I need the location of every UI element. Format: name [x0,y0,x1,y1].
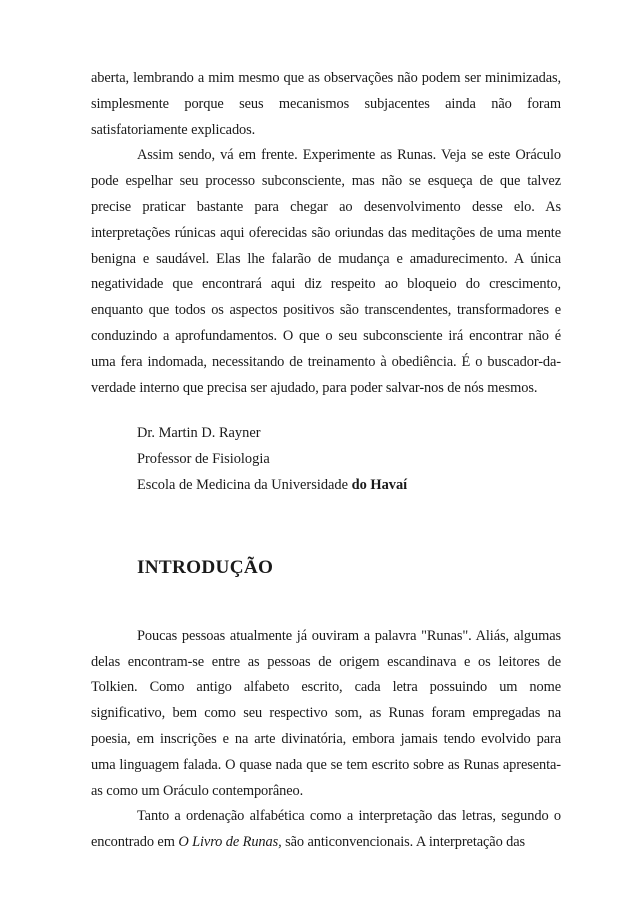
paragraph-intro-2-end: são anticonvencionais. A interpretação das [281,834,526,851]
paragraph-continuation: aberta, lembrando a mim mesmo que as observações não podem ser minimizadas, simplesmente porque seus mecanismos subjacentes ainda não foram satisfatoriamente explicados. [91,70,561,138]
book-title: O Livro de Runas, [178,834,282,851]
signature-title: Professor de Fisiologia [137,451,270,468]
signature-institution-prefix: Escola de Medicina da Universidade [137,476,352,493]
paragraph-intro-1: Poucas pessoas atualmente já ouviram a palavra "Runas". Aliás, algumas delas encontram-se entre as pessoas de origem escandinava e os leitores de Tolkien. Como antigo alfabeto escrito, cada letra possuindo um nome significativo, bem como seu respectivo som, as Runas foram empregadas na poesia, em inscrições e na arte divinatória, embora jamais tendo evolvido para uma linguagem falada. O quase nada que se tem escrito sobre as Runas apresenta-as como um Oráculo contemporâneo. [91,627,561,799]
page-body [91,66,561,856]
paragraph-intro-2-start: Tanto a ordenação alfabética como a interpretação das letras, segundo o encontrado em [91,808,561,851]
signature-block [137,421,561,498]
section-heading-introduction: INTRODUÇÃO [137,556,274,578]
paragraph-intro-2 [91,804,561,856]
signature-institution [137,473,561,499]
paragraph-second: Assim sendo, vá em frente. Experimente as Runas. Veja se este Oráculo pode espelhar seu processo subconsciente, mas não se esqueça de que talvez precise praticar bastante para chegar ao desenvolvimento desse elo. As interpretações rúnicas aqui oferecidas são oriundas das meditações de uma mente benigna e saudável. Elas lhe falarão de mudança e amadurecimento. A única negatividade que encontrará aqui diz respeito ao bloqueio do crescimento, enquanto que todos os aspectos positivos são transcendentes, transformadores e conduzindo a aprofundamentos. O que o seu subconsciente irá encontrar não é uma fera indomada, necessitando de treinamento à obediência. É o buscador-da-verdade interno que precisa ser ajudado, para poder salvar-nos de nós mesmos. [91,147,561,396]
signature-institution-bold: do Havaí [351,476,408,493]
signature-name: Dr. Martin D. Rayner [137,425,261,442]
